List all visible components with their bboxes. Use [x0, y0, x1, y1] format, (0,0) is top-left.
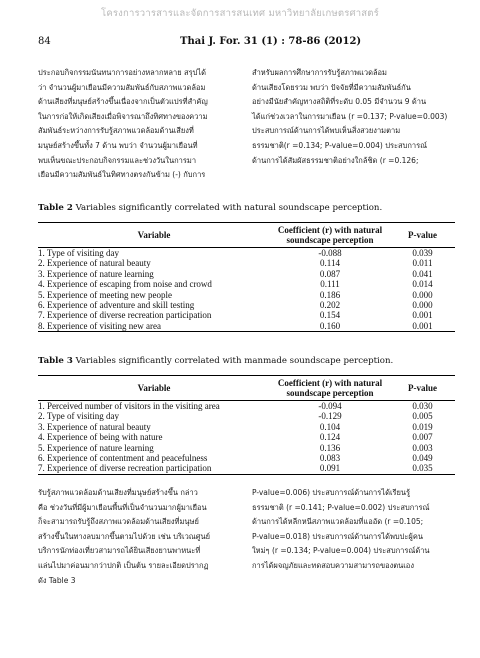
table2-caption-label: Table 2 [38, 203, 73, 213]
pvalue-cell: 0.049 [412, 453, 433, 464]
variable-cell: 6. Experience of contentment and peacefulness [38, 453, 208, 464]
variable-cell: 2. Type of visiting day [38, 411, 119, 422]
top-right-column [252, 66, 452, 168]
table2-body [38, 248, 455, 332]
table3 [38, 375, 455, 475]
top-left-column [38, 66, 238, 183]
table3-header-pvalue: P-value [408, 383, 437, 393]
table2-header-coef-line2: soundscape perception [286, 235, 374, 245]
table-row [38, 310, 455, 320]
table-row [38, 279, 455, 289]
page-number: 84 [38, 36, 51, 47]
pvalue-cell: 0.019 [412, 421, 433, 432]
table-row [38, 258, 455, 268]
coefficient-cell: 0.136 [319, 442, 341, 453]
table2-caption-text: Variables significantly correlated with natural soundscape perception. [72, 203, 383, 213]
variable-cell: 5. Experience of nature learning [38, 442, 154, 453]
watermark: โครงการวารสารและจัดการสารสนเทศ มหาวิทยาลัยเกษตรศาสตร์ [101, 8, 379, 19]
variable-cell: 4. Experience of being with nature [38, 432, 163, 443]
variable-cell: 1. Perceived number of visitors in the visiting area [38, 401, 220, 411]
coefficient-cell: -0.088 [318, 248, 342, 258]
coefficient-cell: 0.154 [319, 310, 341, 321]
text-line: อย่างมีนัยสำคัญทางสถิติที่ระดับ 0.05 มีจำนวน 9 ด้าน [252, 97, 427, 107]
text-line: ในการก่อให้เกิดเสียงเมื่อพิจารณาถึงทิศทางของความ [38, 111, 208, 121]
table2-header-coef-line1: Coefficient (r) with natural [277, 225, 383, 235]
coefficient-cell: 0.104 [319, 421, 341, 432]
variable-cell: 3. Experience of nature learning [38, 268, 154, 279]
variable-cell: 4. Experience of escaping from noise and crowd [38, 279, 212, 290]
table3-caption-label: Table 3 [38, 356, 73, 366]
bottom-right-column [252, 486, 452, 574]
coefficient-cell: 0.087 [319, 268, 341, 279]
coefficient-cell: 0.202 [319, 300, 341, 311]
text-line: ประกอบกิจกรรมนันทนาการอย่างหลากหลาย สรุปได้ [38, 68, 207, 77]
table2-caption [38, 203, 382, 213]
coefficient-cell: 0.160 [319, 320, 341, 331]
coefficient-cell: 0.091 [319, 463, 341, 474]
text-line: ได้แก่ช่วงเวลาในการมาเยือน (r =0.137; P-value=0.003) [252, 111, 448, 121]
pvalue-cell: 0.030 [412, 401, 433, 411]
pvalue-cell: 0.007 [412, 432, 433, 443]
text-line: ใหม่ๆ (r =0.134; P-value=0.004) ประสบการณ์ด้าน [252, 546, 430, 556]
coefficient-cell: -0.094 [318, 401, 342, 411]
text-line: ก็จะสามารถรับรู้ถึงสภาพแวดล้อมด้านเสียงที่มนุษย์ [38, 517, 199, 527]
table3-caption-text: Variables significantly correlated with manmade soundscape perception. [72, 356, 394, 366]
variable-cell: 5. Experience of meeting new people [38, 289, 172, 300]
variable-cell: 6. Experience of adventure and skill testing [38, 300, 195, 311]
text-line: แล่นไปมาค่อนมากว่าปกติ เป็นต้น รายละเอียดปรากฏ [38, 560, 209, 570]
coefficient-cell: 0.114 [320, 258, 340, 269]
table-row [38, 411, 455, 421]
pvalue-cell: 0.014 [412, 279, 433, 290]
text-line: สำหรับผลการศึกษาการรับรู้สภาพแวดล้อม [252, 68, 387, 77]
table3-header-row [38, 376, 455, 401]
text-line: สัมพันธ์ระหว่างการรับรู้สภาพแวดล้อมด้านเสียงที่ [38, 126, 194, 136]
text-line: คือ ช่วงวันที่มีผู้มาเยือนพื้นที่เป็นจำนวนมากผู้มาเยือน [38, 502, 207, 512]
variable-cell: 7. Experience of diverse recreation participation [38, 463, 212, 474]
text-line: บริการนักท่องเที่ยวสามารถได้ยินเสียงยานพาหนะที่ [38, 546, 201, 556]
text-line: ดัง Table 3 [38, 575, 76, 585]
coefficient-cell: -0.129 [318, 411, 342, 422]
variable-cell: 8. Experience of visiting new area [38, 320, 161, 331]
pvalue-cell: 0.041 [412, 268, 433, 279]
text-line: การได้ผจญภัยและทดสอบความสามารถของตนเอง [252, 560, 414, 570]
text-line: P-value=0.018) ประสบการณ์ด้านการได้พบปะผู้คน [252, 531, 423, 541]
text-line: ประสบการณ์ด้านการได้พบเห็นสิ่งสวยงามตาม [252, 126, 401, 136]
text-line: P-value=0.006) ประสบการณ์ด้านการได้เรียนรู้ [252, 488, 411, 497]
table-row [38, 422, 455, 432]
table2-header-coefficient [270, 223, 390, 248]
pvalue-cell: 0.000 [412, 289, 433, 300]
text-line: รับรู้สภาพแวดล้อมด้านเสียงที่มนุษย์สร้างขึ้น กล่าว [38, 488, 198, 497]
variable-cell: 1. Type of visiting day [38, 248, 119, 258]
text-line: เยือนมีความสัมพันธ์ในทิศทางตรงกันข้าม (-) กับการ [38, 170, 206, 180]
pvalue-cell: 0.003 [412, 442, 433, 453]
text-line: ว่า จำนวนผู้มาเยือนมีความสัมพันธ์กับสภาพแวดล้อม [38, 82, 206, 92]
text-line: ด้านเสียงที่มนุษย์สร้างขึ้นเนื่องจากเป็นตัวแปรที่สำคัญ [38, 97, 208, 107]
coefficient-cell: 0.083 [319, 453, 341, 464]
text-line: ธรรมชาติ (r =0.141; P-value=0.002) ประสบการณ์ [252, 502, 430, 512]
table2 [38, 222, 455, 332]
text-line: ธรรมชาติ(r =0.134; P-value=0.004) ประสบการณ์ [252, 140, 428, 150]
text-line: มนุษย์สร้างขึ้นทั้ง 7 ด้าน พบว่า จำนวนผู้มาเยือนที่ [38, 140, 198, 150]
table-row [38, 443, 455, 453]
coefficient-cell: 0.124 [319, 432, 341, 443]
table2-header-row [38, 223, 455, 248]
variable-cell: 2. Experience of natural beauty [38, 258, 151, 269]
table2-header-pvalue: P-value [408, 230, 437, 240]
table-row [38, 269, 455, 279]
text-line: ด้านการได้สัมผัสธรรมชาติอย่างใกล้ชิด (r =0.126; [252, 155, 419, 165]
table-row [38, 453, 455, 463]
table-row [38, 321, 455, 332]
pvalue-cell: 0.001 [412, 310, 433, 321]
table3-header-coef-line1: Coefficient (r) with natural [277, 378, 383, 388]
table3-header-coef-line2: soundscape perception [286, 388, 374, 398]
table-row [38, 248, 455, 259]
table-row [38, 300, 455, 310]
table3-body [38, 401, 455, 475]
table-row [38, 432, 455, 442]
table3-header-variable: Variable [137, 383, 171, 393]
text-line: สร้างขึ้นในทางลบมากขึ้นตามไปด้วย เช่น บริเวณศูนย์ [38, 531, 211, 541]
table-row [38, 290, 455, 300]
pvalue-cell: 0.035 [412, 463, 433, 474]
pvalue-cell: 0.039 [412, 248, 433, 258]
journal-citation: Thai J. For. 31 (1) : 78-86 (2012) [180, 36, 362, 47]
text-line: ด้านการได้หลีกหนีสภาพแวดล้อมที่แออัด (r =0.105; [252, 517, 424, 527]
text-line: พบเห็นขณะประกอบกิจกรรมและช่วงวันในการมา [38, 155, 197, 165]
pvalue-cell: 0.005 [412, 411, 433, 422]
bottom-left-column [38, 486, 238, 588]
variable-cell: 7. Experience of diverse recreation participation [38, 310, 212, 321]
pvalue-cell: 0.000 [412, 300, 433, 311]
table3-header-coefficient [270, 376, 390, 401]
table3-caption [38, 356, 393, 366]
pvalue-cell: 0.001 [412, 320, 433, 331]
pvalue-cell: 0.011 [412, 258, 433, 269]
coefficient-cell: 0.186 [319, 289, 341, 300]
table2-header-variable: Variable [137, 230, 171, 240]
table-row [38, 463, 455, 474]
coefficient-cell: 0.111 [320, 279, 340, 290]
variable-cell: 3. Experience of natural beauty [38, 421, 151, 432]
text-line: ด้านเสียงโดยรวม พบว่า ปัจจัยที่มีความสัมพันธ์กัน [252, 82, 411, 92]
table-row [38, 401, 455, 412]
